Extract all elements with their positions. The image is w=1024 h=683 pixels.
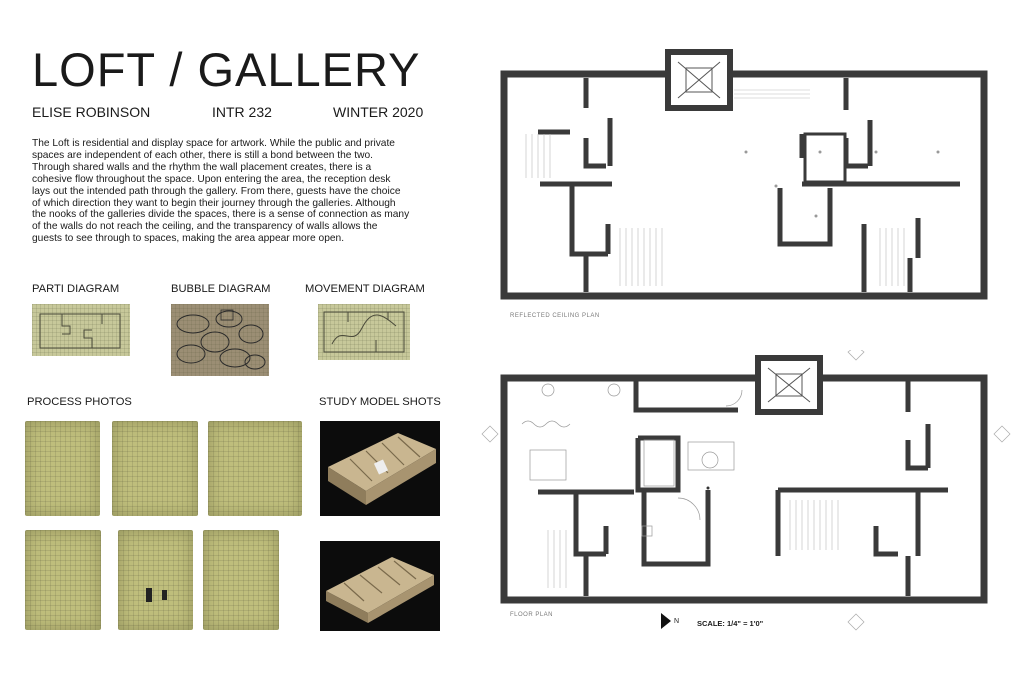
reflected-ceiling-plan bbox=[490, 48, 1000, 318]
process-photo-1 bbox=[25, 421, 100, 516]
movement-sketch bbox=[318, 304, 410, 360]
process-photos-label: PROCESS PHOTOS bbox=[27, 396, 132, 408]
author-name: ELISE ROBINSON bbox=[32, 104, 151, 120]
model-render-1 bbox=[320, 421, 440, 516]
term: WINTER 2020 bbox=[333, 104, 424, 120]
floor-plan-caption: FLOOR PLAN bbox=[510, 612, 554, 618]
ceiling-plan-caption: REFLECTED CEILING PLAN bbox=[510, 313, 600, 319]
parti-diagram bbox=[32, 304, 130, 356]
bubble-diagram-label: BUBBLE DIAGRAM bbox=[171, 283, 271, 295]
process-photo-4 bbox=[25, 530, 101, 630]
movement-diagram bbox=[318, 304, 410, 360]
project-description: The Loft is residential and display space for artwork. While the public and private spaces are independent of each other, there is still a bond between the two. Through shared walls and the rhythm the wall placement creates, there is a cohesive flow throughout the space. Upon entering the area, the reception desk lays out the intended path through the gallery. From there, guests have the choice of which direction they want to begin their journey through the galleries. Although the nooks of the galleries divide the spaces, there is a sense of connection as many of the walls do not reach the ceiling, and the transparency of walls allows the guests to see through to spaces, making the area appear more open. bbox=[32, 138, 410, 245]
page-title: LOFT / GALLERY bbox=[32, 43, 421, 96]
process-photo-6 bbox=[203, 530, 279, 630]
process-photo-3 bbox=[208, 421, 302, 516]
process-sketch-marks bbox=[118, 530, 193, 630]
study-model-photo-2 bbox=[320, 541, 440, 631]
model-render-2 bbox=[320, 541, 440, 631]
north-label: N bbox=[674, 618, 680, 625]
process-photo-2 bbox=[112, 421, 198, 516]
parti-diagram-label: PARTI DIAGRAM bbox=[32, 283, 120, 295]
bubble-sketch bbox=[171, 304, 269, 376]
movement-diagram-label: MOVEMENT DIAGRAM bbox=[305, 283, 425, 295]
north-arrow-icon bbox=[660, 612, 672, 630]
study-model-photo-1 bbox=[320, 421, 440, 516]
parti-sketch bbox=[32, 304, 130, 356]
floor-plan bbox=[478, 350, 1018, 650]
bubble-diagram bbox=[171, 304, 269, 376]
study-model-label: STUDY MODEL SHOTS bbox=[319, 396, 441, 408]
course-code: INTR 232 bbox=[212, 104, 272, 120]
process-photo-5 bbox=[118, 530, 193, 630]
scale-label: SCALE: 1/4" = 1'0" bbox=[697, 619, 764, 628]
